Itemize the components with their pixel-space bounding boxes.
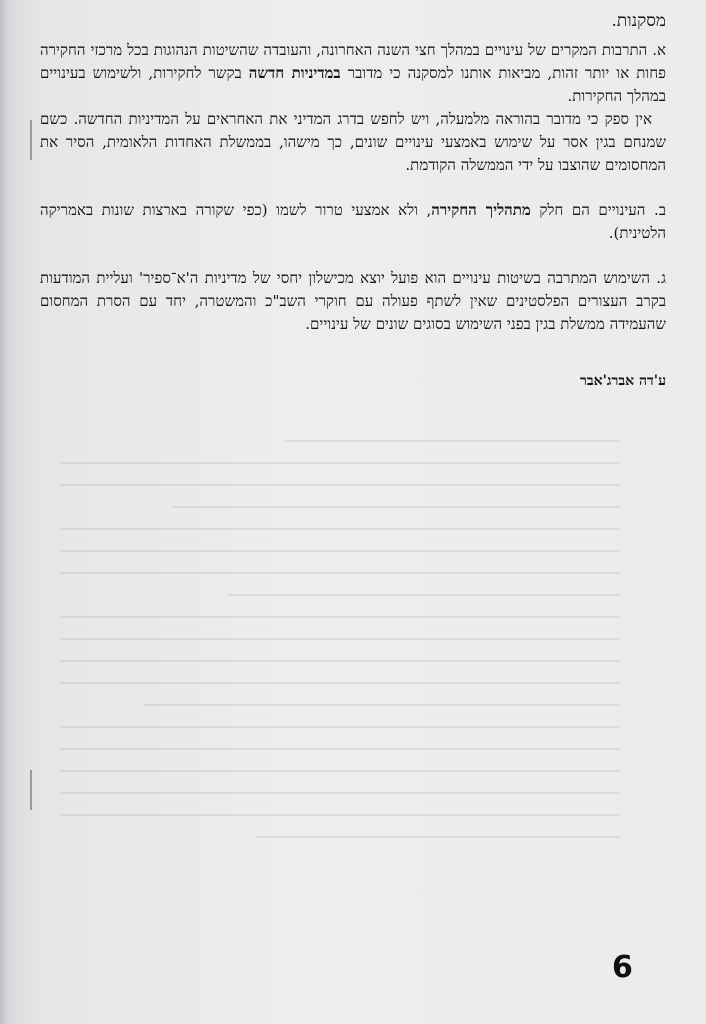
bleed-through-text [60,440,620,960]
author-signature: ע'דה אברג'אבר [579,373,666,389]
binding-shadow [0,0,14,1024]
paragraph-b-text-end: , ולא אמצעי טרור לשמו (כפי שקורה בארצות שונות באמריקה הלטינית). [40,201,666,242]
section-heading: מסקנות. [611,11,666,31]
paragraph-b-text: ב. העינויים הם חלק [530,201,666,219]
paragraph-b-bold: מתהליך החקירה [431,201,531,219]
staple-mark [30,770,32,810]
paragraph-a-bold: במדיניות חדשה [248,64,341,82]
document-page [40,10,666,393]
paragraph-c: ג. השימוש המתרבה בשיטות עינויים הוא פועל יוצא מכישלון יחסי של מדיניות ה'א־ספיר' ועליית המודעות בקרב העצורים הפלסטינים שאין לשתף פעולה עם חוקרי השב"כ והמשטרה, יחד עם הסרת המחסום שהעמידה ממשלת בגין בפני השימוש בסוגים שונים של עינויים. [40,269,666,333]
page-number: 6 [612,950,633,985]
paragraph-a-continued: אין ספק כי מדובר בהוראה מלמעלה, ויש לחפש בדרג המדיני את האחראים על המדיניות החדשה. כשם שמנחם בגין אסר על שימוש באמצעי עינויים שונים, כך מישהו, בממשלת האחדות הלאומית, הסיר את המחסומים שהוצבו על ידי הממשלה הקודמת. [40,110,666,174]
paragraph-b [40,199,666,245]
paragraph-a [40,39,666,108]
paragraph-a-text: א. התרבות המקרים של עינויים במהלך חצי השנה האחרונה, והעובדה שהשיטות הנהוגות בכל מרכזי החקירה פחות או יותר זהות, מביאות אותנו למסקנה כי מדובר [40,41,666,82]
paragraph-a-text-end: בקשר לחקירות, ולשימוש בעינויים במהלך החקירות. [40,64,666,105]
staple-mark [30,120,32,160]
